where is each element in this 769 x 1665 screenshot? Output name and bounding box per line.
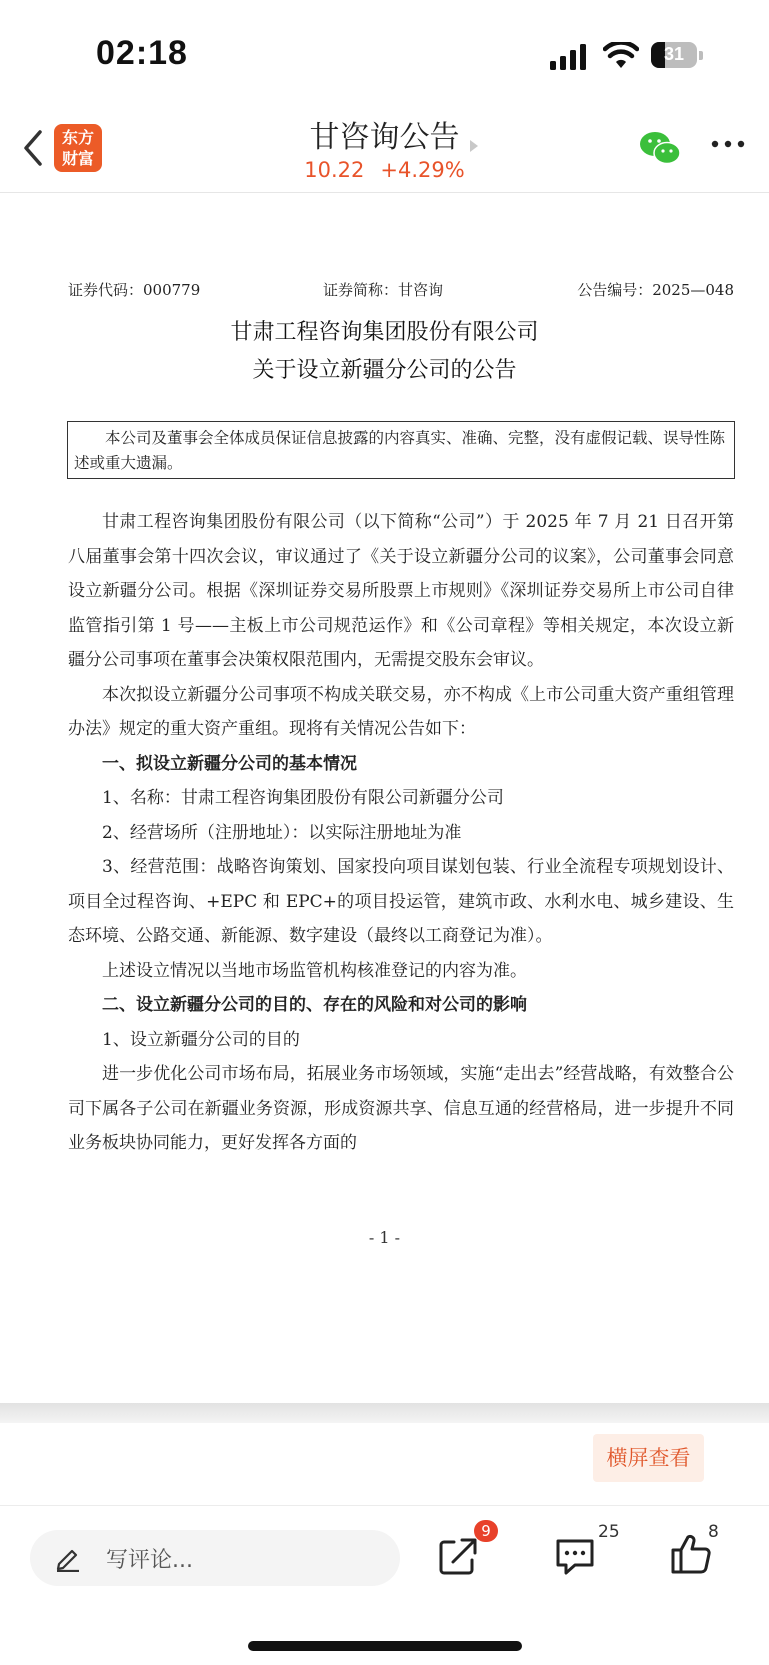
wifi-icon bbox=[603, 42, 639, 70]
security-code: 证券代码：000779 bbox=[68, 281, 201, 299]
section-heading: 一、拟设立新疆分公司的基本情况 bbox=[102, 753, 357, 774]
section-heading: 二、设立新疆分公司的目的、存在的风险和对公司的影响 bbox=[102, 995, 527, 1015]
paragraph: 上述设立情况以当地市场监管机构核准登记的内容为准。 bbox=[102, 960, 527, 981]
stock-change: +4.29% bbox=[380, 158, 465, 182]
document-body bbox=[68, 505, 734, 1161]
paragraph: 进一步优化公司市场布局，拓展业务市场领域，实施“走出去”经营战略，有效整合公司下属各子公司在新疆业务资源，形成资源共享、信息互通的经营格局，进一步提升不同业务板块协同能力，更好发挥各方面的 bbox=[68, 1064, 734, 1153]
logo-line2: 财富 bbox=[61, 149, 94, 168]
home-indicator bbox=[248, 1641, 522, 1651]
document-meta bbox=[68, 279, 734, 307]
status-bar bbox=[0, 0, 769, 110]
top-navigation bbox=[0, 110, 769, 193]
share-icon[interactable] bbox=[436, 1534, 480, 1578]
announcement-number: 公告编号：2025—048 bbox=[577, 281, 734, 299]
page-number: - 1 - bbox=[368, 1228, 401, 1247]
landscape-view-button[interactable]: 横屏查看 bbox=[593, 1434, 704, 1482]
document-title-line1: 甘肃工程咨询集团股份有限公司 bbox=[230, 320, 539, 345]
share-count-badge: 9 bbox=[474, 1520, 498, 1542]
battery-level: 31 bbox=[663, 44, 685, 64]
status-time: 02:18 bbox=[96, 34, 188, 72]
comment-placeholder: 写评论... bbox=[106, 1548, 193, 1573]
battery-icon bbox=[651, 42, 703, 70]
paragraph: 3、经营范围：战略咨询策划、国家投向项目谋划包装、行业全流程专项规划设计、项目全过程咨询、+EPC 和 EPC+的项目投运管，建筑市政、水利水电、城乡建设、生态环境、公路交通、新能源、数字建设（最终以工商登记为准）。 bbox=[68, 857, 734, 946]
paragraph: 1、设立新疆分公司的目的 bbox=[102, 1029, 300, 1050]
comment-count: 25 bbox=[598, 1522, 620, 1542]
cellular-signal-icon bbox=[550, 44, 590, 70]
comment-icon[interactable] bbox=[553, 1534, 597, 1578]
paragraph: 1、名称：甘肃工程咨询集团股份有限公司新疆分公司 bbox=[102, 788, 504, 808]
paragraph: 本次拟设立新疆分公司事项不构成关联交易，亦不构成《上市公司重大资产重组管理办法》规定的重大资产重组。现将有关情况公告如下： bbox=[68, 684, 734, 739]
disclaimer-box: 本公司及董事会全体成员保证信息披露的内容真实、准确、完整，没有虚假记载、误导性陈述或重大遗漏。 bbox=[67, 421, 735, 479]
paragraph: 甘肃工程咨询集团股份有限公司（以下简称“公司”）于 2025 年 7 月 21 日召开第八届董事会第十四次会议，审议通过了《关于设立新疆分公司的议案》，公司董事会同意设立新疆分公司。根据《深圳证券交易所股票上市规则》《深圳证券交易所上市公司自律监管指引第 1 号——主板上市公司规范运作》和《公司章程》等相关规定，本次设立新疆分公司事项在董事会决策权限范围内，无需提交股东会审议。 bbox=[68, 512, 734, 670]
pen-icon bbox=[54, 1544, 82, 1572]
bottom-action-bar bbox=[0, 1505, 769, 1606]
stock-price: 10.22 bbox=[304, 158, 365, 182]
wechat-share-icon[interactable] bbox=[638, 128, 682, 168]
logo-line1: 东方 bbox=[61, 128, 94, 147]
thumbs-up-icon[interactable] bbox=[669, 1532, 713, 1576]
caret-right-icon[interactable] bbox=[470, 140, 478, 152]
like-count: 8 bbox=[708, 1522, 719, 1542]
paragraph: 2、经营场所（注册地址）：以实际注册地址为准 bbox=[102, 822, 462, 843]
stock-title[interactable]: 甘咨询公告 bbox=[309, 120, 460, 155]
divider bbox=[0, 1403, 769, 1423]
comment-input[interactable] bbox=[30, 1530, 400, 1586]
document-title-line2: 关于设立新疆分公司的公告 bbox=[252, 358, 517, 383]
more-options-icon[interactable] bbox=[710, 134, 746, 154]
security-short-name: 证券简称：甘咨询 bbox=[323, 281, 444, 299]
announcement-document bbox=[0, 193, 769, 1403]
